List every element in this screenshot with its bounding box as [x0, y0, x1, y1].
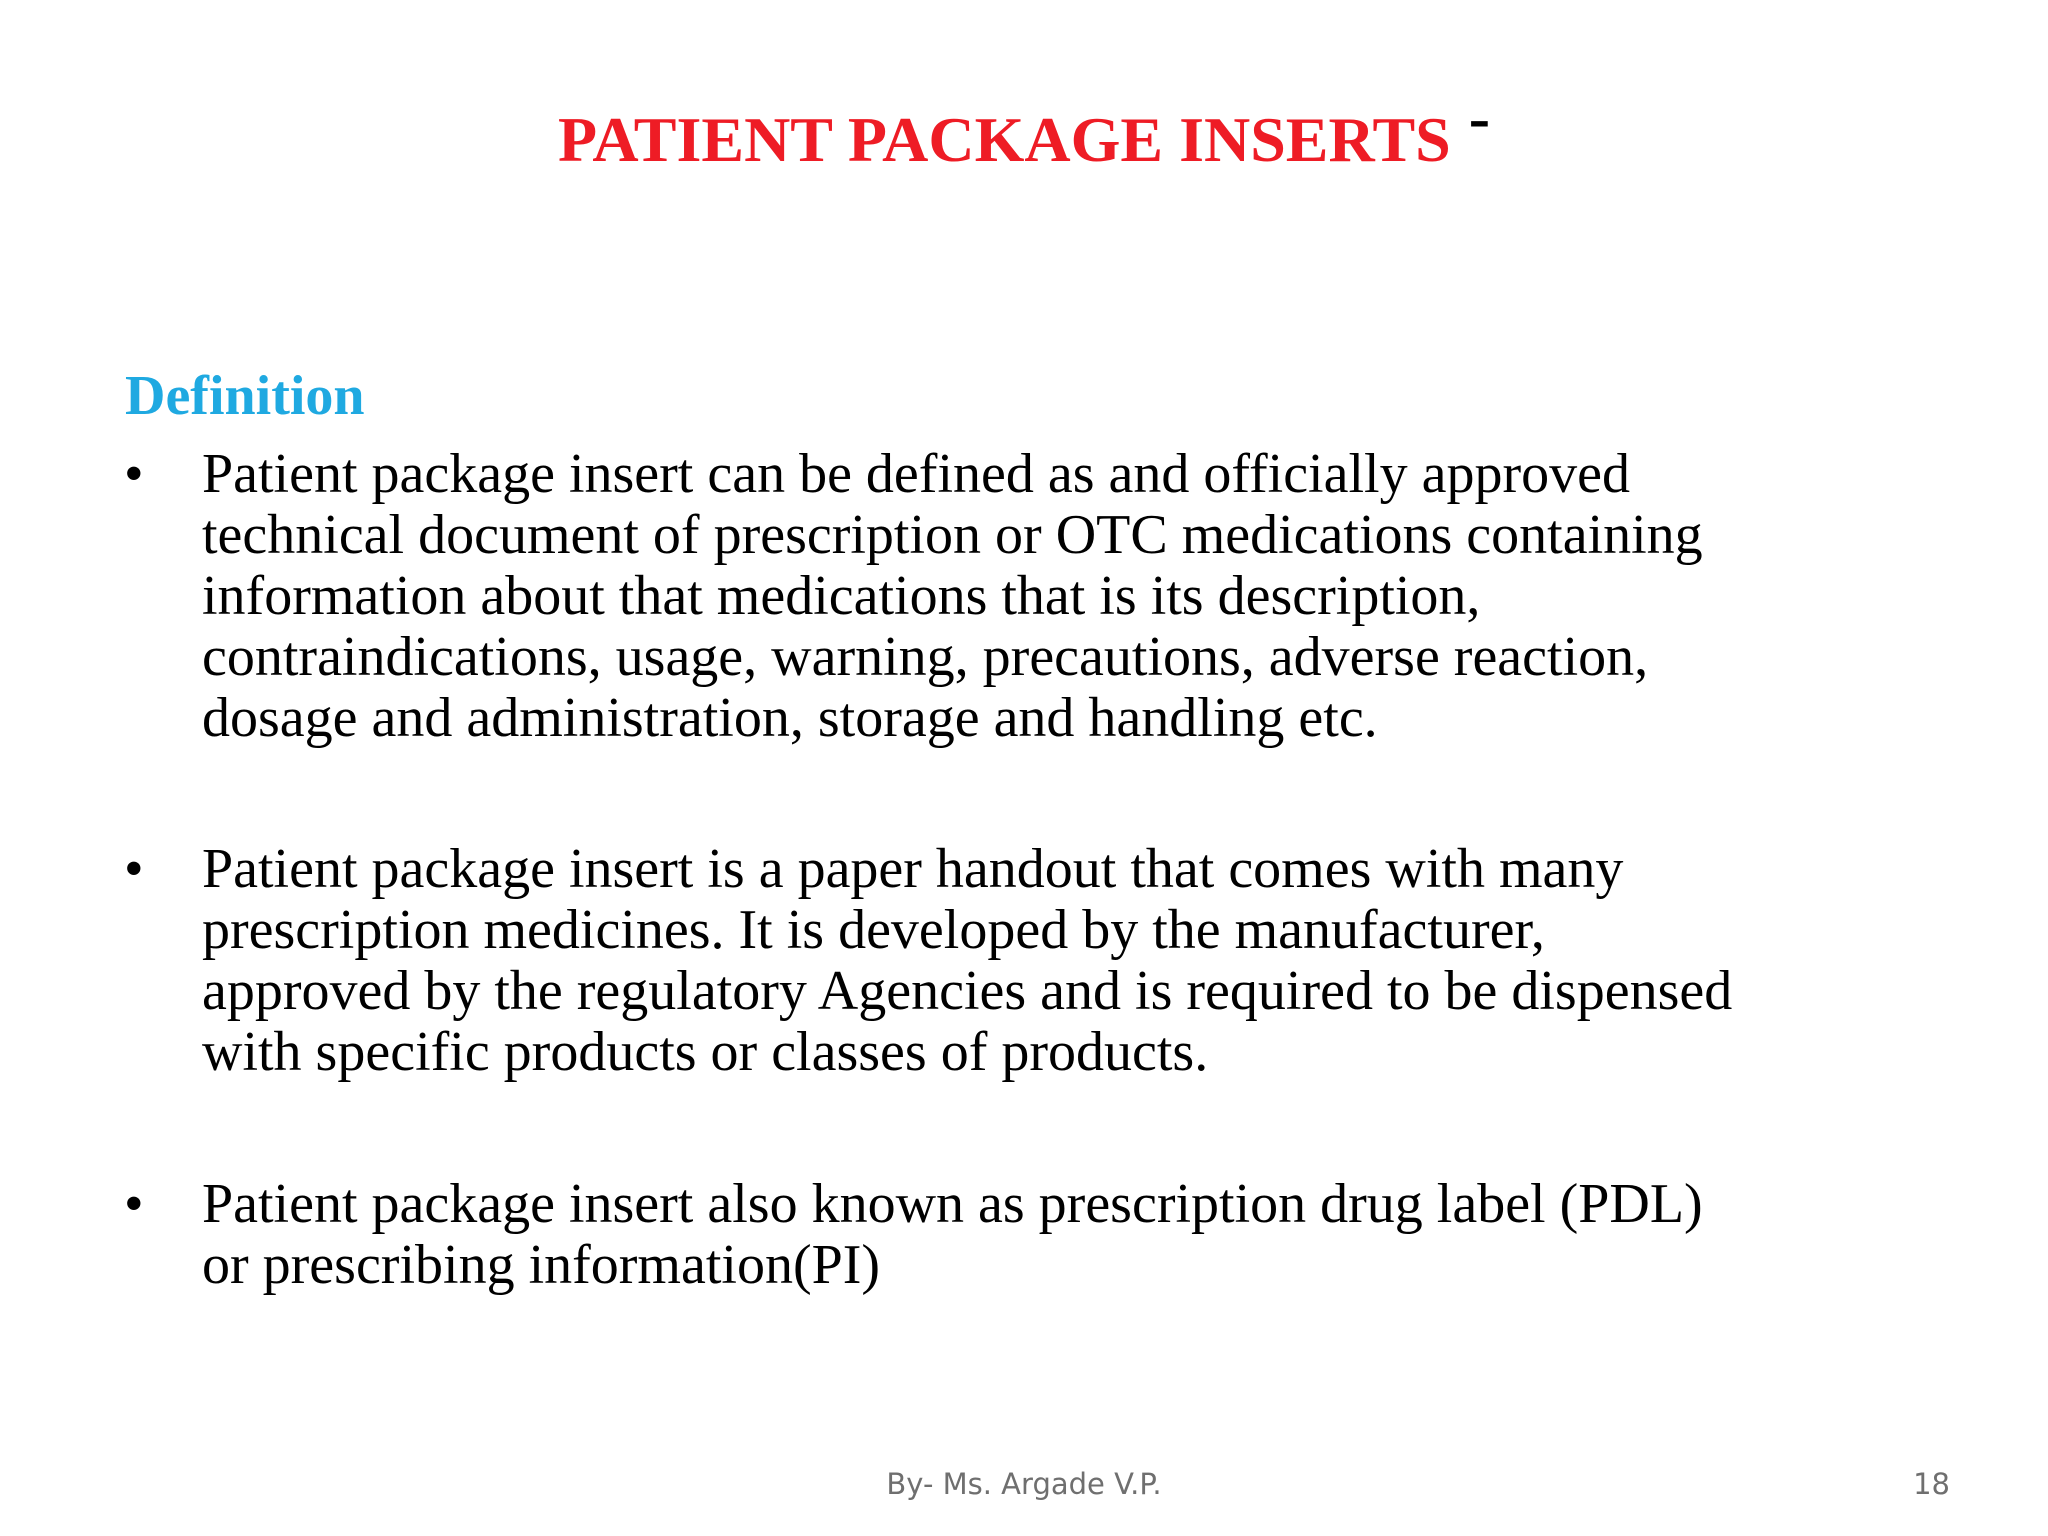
bullet-line: dosage and administration, storage and handling etc. [202, 687, 1378, 749]
bullet-line: approved by the regulatory Agencies and is required to be dispensed [202, 960, 1733, 1022]
slide-title-text: PATIENT PACKAGE INSERTS [557, 104, 1451, 175]
bullet-text [202, 839, 2042, 1083]
bullet-line: or prescribing information(PI) [202, 1234, 881, 1296]
bullet-line: Patient package insert can be defined as and officially approved [202, 443, 1630, 505]
bullet-marker: • [124, 838, 144, 900]
bullet-text [202, 444, 2042, 749]
slide-title-dash: - [1468, 82, 1491, 153]
section-heading: Definition [125, 365, 365, 427]
bullet-line: technical document of prescription or OTC medications containing [202, 504, 1703, 566]
bullet-line: prescription medicines. It is developed by the manufacturer, [202, 899, 1545, 961]
bullet-line: Patient package insert is a paper handout that comes with many [202, 838, 1624, 900]
bullet-line: Patient package insert also known as prescription drug label (PDL) [202, 1173, 1703, 1235]
bullet-line: information about that medications that is its description, [202, 565, 1481, 627]
bullet-marker: • [124, 1173, 144, 1235]
page-number: 18 [1913, 1467, 1950, 1501]
bullet-marker: • [124, 443, 144, 505]
bullet-text [202, 1174, 2042, 1296]
bullet-line: with specific products or classes of products. [202, 1021, 1209, 1083]
bullet-line: contraindications, usage, warning, precautions, adverse reaction, [202, 626, 1649, 688]
footer-author: By- Ms. Argade V.P. [886, 1467, 1162, 1501]
